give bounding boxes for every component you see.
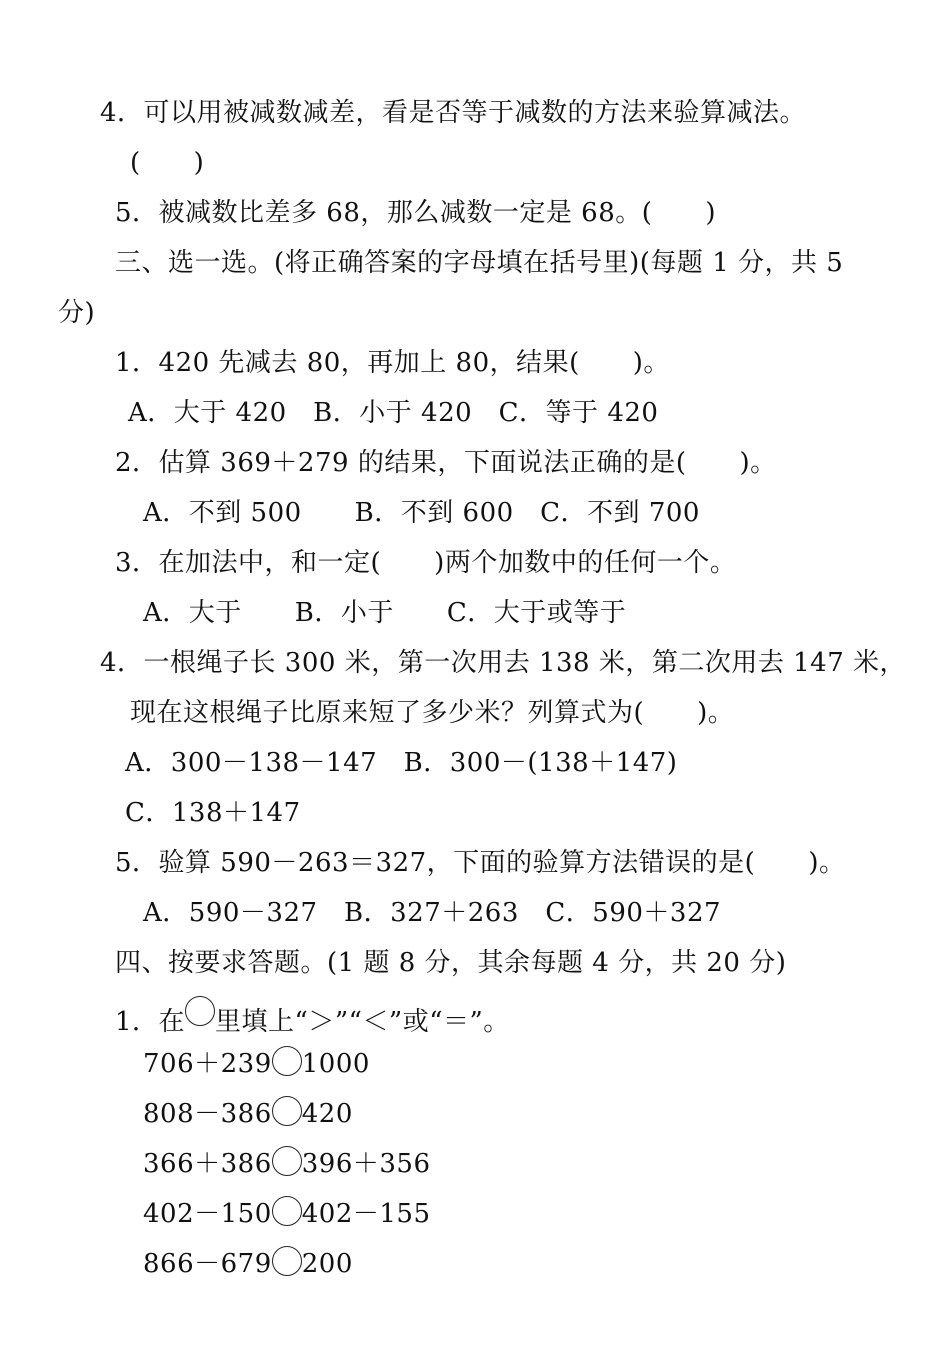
judgment-question-4: 4．可以用被减数减差，看是否等于减数的方法来验算减法。 (100, 98, 807, 128)
comparison-left: 808－386 (143, 1099, 272, 1129)
comparison-answer-circle[interactable] (272, 1246, 302, 1276)
comparison-answer-circle[interactable] (272, 1146, 302, 1176)
choice-options-3: A．大于 B．小于 C．大于或等于 (143, 598, 627, 628)
comparison-row-2 (143, 1096, 353, 1131)
comparison-row-3 (143, 1146, 431, 1181)
comparison-left: 706＋239 (143, 1049, 272, 1079)
comparison-right: 200 (301, 1249, 353, 1279)
choice-question-3: 3．在加法中，和一定( )两个加数中的任何一个。 (115, 548, 737, 578)
comparison-left: 366＋386 (143, 1149, 272, 1179)
section-3-heading: 三、选一选。(将正确答案的字母填在括号里)(每题 1 分，共 5 (115, 248, 844, 278)
comparison-row-4 (143, 1196, 431, 1231)
comparison-answer-circle[interactable] (272, 1046, 302, 1076)
judgment-question-5: 5．被减数比差多 68，那么减数一定是 68。( ) (115, 198, 717, 228)
comparison-right: 420 (301, 1099, 353, 1129)
comparison-answer-circle[interactable] (272, 1196, 302, 1226)
choice-options-1: A．大于 420 B．小于 420 C．等于 420 (128, 398, 659, 428)
choice-options-5: A．590－327 B．327＋263 C．590＋327 (143, 898, 722, 928)
choice-question-4: 4．一根绳子长 300 米，第一次用去 138 米，第二次用去 147 米， (100, 648, 907, 678)
compare-instruction-suffix: 里填上“＞”“＜”或“＝”。 (215, 1007, 510, 1037)
choice-question-5: 5．验算 590－263＝327，下面的验算方法错误的是( )。 (115, 848, 846, 878)
compare-instruction-prefix: 1．在 (115, 1007, 186, 1037)
choice-options-4: A．300－138－147 B．300－(138＋147) (125, 748, 678, 778)
comparison-answer-circle[interactable] (272, 1096, 302, 1126)
comparison-right: 396＋356 (301, 1149, 431, 1179)
choice-options-4-continued: C．138＋147 (125, 798, 301, 828)
choice-options-2: A．不到 500 B．不到 600 C．不到 700 (143, 498, 700, 528)
choice-question-1: 1．420 先减去 80，再加上 80，结果( )。 (115, 348, 670, 378)
comparison-row-1 (143, 1046, 370, 1081)
comparison-row-5 (143, 1246, 353, 1281)
choice-question-2: 2．估算 369＋279 的结果，下面说法正确的是( )。 (115, 448, 777, 478)
choice-question-4-continued: 现在这根绳子比原来短了多少米？列算式为( )。 (130, 698, 735, 728)
section-4-heading: 四、按要求答题。(1 题 8 分，其余每题 4 分，共 20 分) (115, 948, 787, 978)
comparison-left: 866－679 (143, 1249, 272, 1279)
comparison-right: 402－155 (301, 1199, 431, 1229)
judgment-answer-paren-4: ( ) (130, 148, 205, 178)
compare-instruction (115, 996, 510, 1039)
comparison-left: 402－150 (143, 1199, 272, 1229)
blank-circle-icon (185, 996, 215, 1026)
comparison-right: 1000 (301, 1049, 370, 1079)
section-3-heading-continued: 分) (58, 298, 96, 328)
